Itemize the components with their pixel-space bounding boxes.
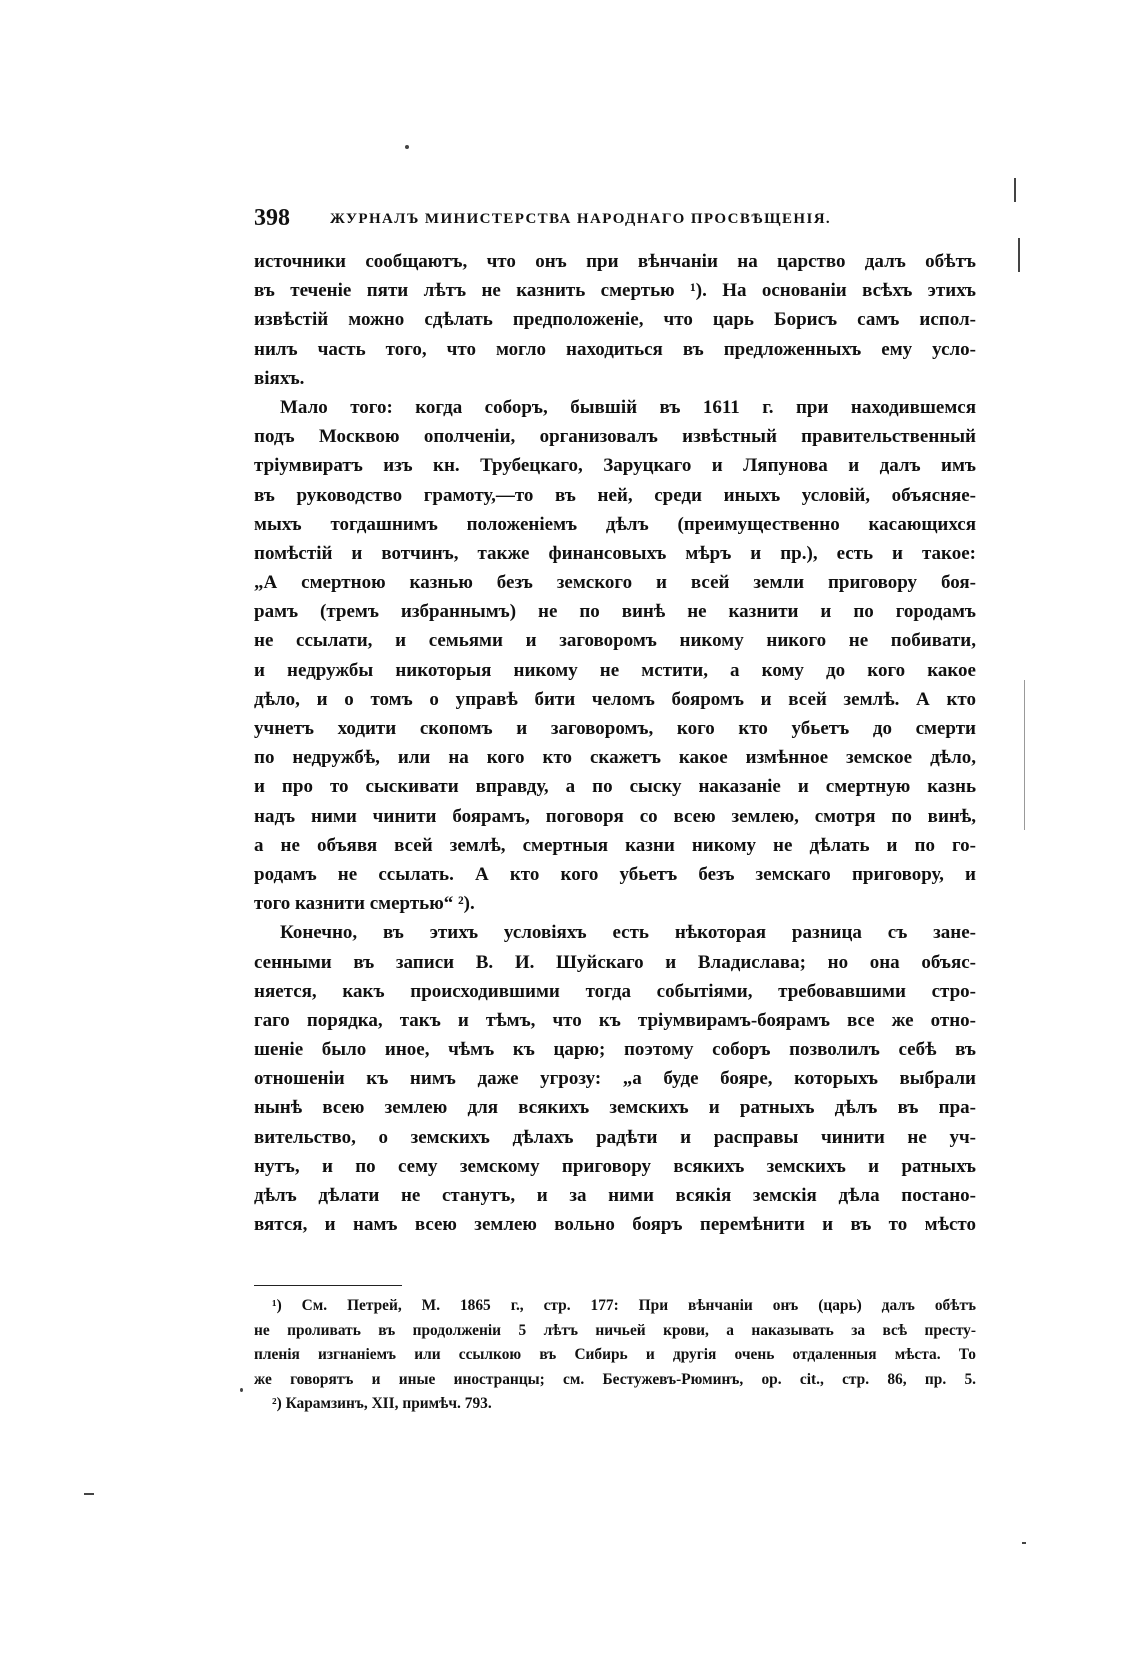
text-line: источники сообщаютъ, что онъ при вѣнчаніи на царство далъ обѣтъ	[254, 251, 976, 272]
text-line: дѣло, и о томъ о управѣ бити челомъ бояромъ и всей землѣ. А кто	[254, 688, 976, 710]
ink-speck-top	[405, 145, 409, 149]
text-line: нилъ часть того, что могло находиться въ предложенныхъ ему усло-	[254, 338, 976, 360]
text-line: гаго порядка, такъ и тѣмъ, что къ тріумвирамъ-боярамъ все же отно-	[254, 1009, 976, 1031]
scan-edge-mark-left	[84, 1493, 94, 1495]
text-line: Конечно, въ этихъ условіяхъ есть нѣкоторая разница съ занe-	[280, 922, 976, 944]
footnote-line: ¹) См. Петрей, М. 1865 г., стр. 177: При вѣнчаніи онъ (царь) далъ обѣтъ	[272, 1297, 976, 1314]
page-header	[254, 205, 962, 235]
footnote-rule	[254, 1285, 402, 1286]
scan-edge-mark-right-upper	[1018, 238, 1020, 272]
text-line: и недружбы никоторыя никому не мстити, а кому до кого какое	[254, 659, 976, 681]
text-line: мыхъ тогдашнимъ положеніемъ дѣлъ (преимущественно касающихся	[254, 513, 976, 535]
text-line: няется, какъ происходившими тогда событіями, требовавшими стро-	[254, 980, 976, 1002]
text-line: и про то сыскивати вправду, а по сыску наказаніе и смертную казнь	[254, 776, 976, 798]
main-text	[254, 247, 976, 1239]
scan-edge-mark-right-bottom	[1022, 1542, 1026, 1544]
scan-edge-mark-right-top	[1014, 178, 1016, 202]
page-number: 398	[254, 205, 290, 231]
running-head: ЖУРНАЛЪ МИНИСТЕРСТВА НАРОДНАГО ПРОСВѢЩЕНІЯ.	[330, 211, 832, 227]
text-line: не ссылати, и семьями и заговоромъ никому никого не побивати,	[254, 630, 976, 652]
scan-edge-mark-right-lower	[1024, 680, 1025, 830]
footnote-line: пленія изгнаніемъ или ссылкою въ Сибирь и другія очень отдаленныя мѣста. То	[254, 1346, 976, 1364]
text-line: сенными въ записи В. И. Шуйскаго и Владислава; но она объяс-	[254, 951, 976, 973]
text-line: учнетъ ходити скопомъ и заговоромъ, кого кто убьетъ до смерти	[254, 718, 976, 739]
text-line: подъ Москвою ополченіи, организовалъ извѣстный правительственный	[254, 426, 976, 448]
text-line: „А смертною казнью безъ земского и всей земли приговору боя-	[254, 572, 976, 594]
text-line: въ руководство грамоту,—то въ ней, среди иныхъ условій, объясняе-	[254, 484, 976, 506]
text-line: вительство, о земскихъ дѣлахъ радѣти и расправы чинити не уч-	[254, 1126, 976, 1148]
text-line: извѣстій можно сдѣлать предположеніе, что царь Борисъ самъ испол-	[254, 309, 976, 331]
footnote-line: же говорятъ и иные иностранцы; см. Бестужевъ-Рюминъ, op. cit., стр. 86, пр. 5.	[254, 1370, 976, 1388]
text-line: вятся, и намъ всею землею вольно бояръ перемѣнити и въ то мѣсто	[254, 1214, 976, 1236]
text-line: по недружбѣ, или на кого кто скажетъ какое измѣнное земское дѣло,	[254, 747, 976, 769]
text-line: нутъ, и по сему земскому приговору всякихъ земскихъ и ратныхъ	[254, 1155, 976, 1177]
text-line: въ теченіе пяти лѣтъ не казнить смертью ¹). На основаніи всѣхъ этихъ	[254, 280, 976, 302]
text-line: отношеніи къ нимъ даже угрозу: „а будe бояре, которыхъ выбрали	[254, 1068, 976, 1090]
text-line: нынѣ всею землею для всякихъ земскихъ и ратныхъ дѣлъ въ пра-	[254, 1097, 976, 1119]
text-line: помѣстій и вотчинъ, также финансовыхъ мѣръ и пр.), есть и такое:	[254, 542, 976, 564]
text-line: родамъ не ссылать. А кто кого убьетъ безъ земскаго приговору, и	[254, 863, 976, 885]
text-line: дѣлъ дѣлати не станутъ, и за ними всякія земскія дѣла постано-	[254, 1185, 976, 1206]
text-line: віяхъ.	[254, 367, 305, 389]
footnotes	[254, 1294, 976, 1417]
text-line: того казнити смертью“ ²).	[254, 893, 475, 915]
footnote-line: не проливать въ продолженіи 5 лѣтъ ничьей крови, а наказывать за всѣ престу-	[254, 1321, 976, 1339]
text-line: тріумвиратъ изъ кн. Трубецкаго, Заруцкаго и Ляпунова и далъ имъ	[254, 455, 976, 477]
text-line: шеніе было иное, чѣмъ къ царю; поэтому соборъ позволилъ себѣ въ	[254, 1039, 976, 1061]
text-line: а не объявя всей землѣ, смертныя казни никому не дѣлать и по го-	[254, 834, 976, 856]
text-line: рамъ (тремъ избраннымъ) не по винѣ не казнити и по городамъ	[254, 601, 976, 623]
ink-speck-bottom	[240, 1388, 243, 1392]
text-line: Мало того: когда соборъ, бывшій въ 1611 г. при находившемся	[280, 396, 976, 418]
text-line: надъ ними чинити боярамъ, поговоря со всею землею, смотря по винѣ,	[254, 805, 976, 827]
footnote-line: ²) Карамзинъ, XII, примѣч. 793.	[272, 1395, 492, 1413]
